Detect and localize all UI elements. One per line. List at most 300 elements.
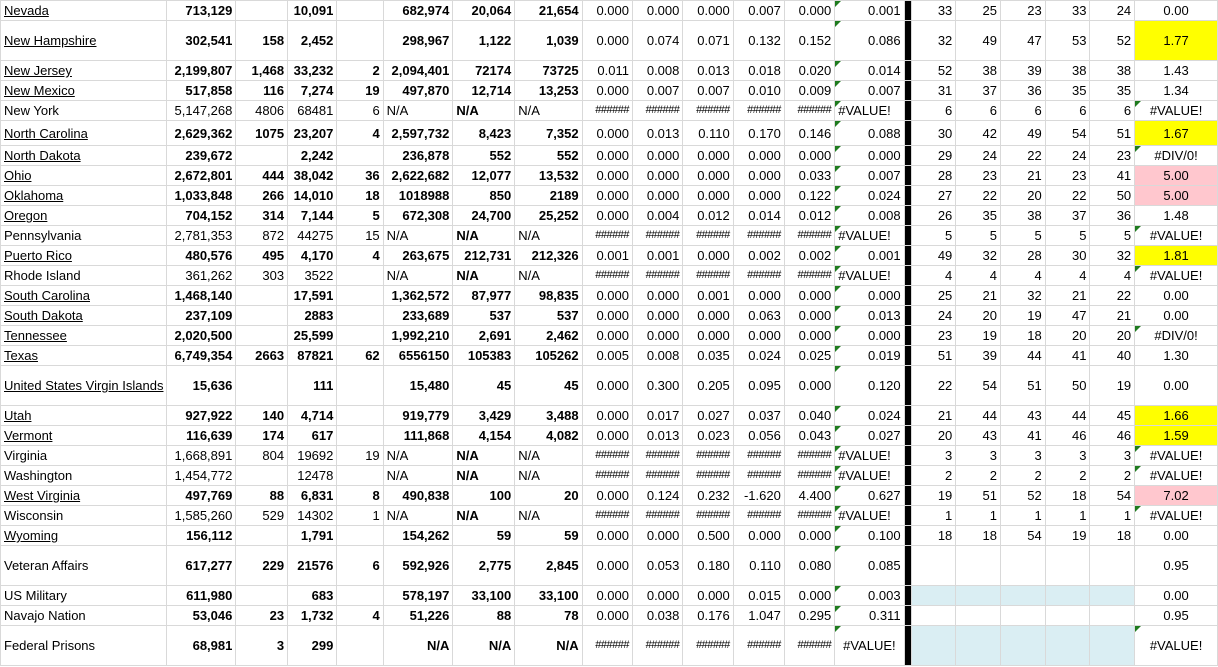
cell-rank-2[interactable]: 49 (956, 21, 1001, 61)
cell-ratio-5[interactable]: ###### (784, 626, 834, 666)
cell-rank-2[interactable]: 19 (956, 326, 1001, 346)
cell-average-ratio[interactable]: 0.003 (835, 586, 904, 606)
cell-ratio-3[interactable]: ###### (683, 466, 733, 486)
cell-ratio-4[interactable]: 0.000 (733, 326, 784, 346)
cell-col-f[interactable]: N/A (453, 466, 515, 486)
cell-rank-2[interactable]: 4 (956, 266, 1001, 286)
cell-score[interactable]: 1.67 (1135, 121, 1218, 146)
cell-rank-1[interactable]: 2 (911, 466, 956, 486)
jurisdiction-link[interactable]: United States Virgin Islands (4, 378, 164, 393)
cell-ratio-5[interactable]: ###### (784, 446, 834, 466)
cell-ratio-3[interactable]: 0.013 (683, 61, 733, 81)
cell-rank-2[interactable] (956, 546, 1001, 586)
cell-total[interactable]: 1,468,140 (167, 286, 236, 306)
cell-rank-5[interactable]: 51 (1090, 121, 1135, 146)
cell-col-g[interactable]: N/A (515, 101, 582, 121)
cell-rank-4[interactable]: 46 (1045, 426, 1090, 446)
cell-score[interactable]: 0.00 (1135, 366, 1218, 406)
cell-ratio-4[interactable]: 0.110 (733, 546, 784, 586)
cell-rank-4[interactable]: 44 (1045, 406, 1090, 426)
cell-col-d[interactable]: 4 (337, 606, 383, 626)
cell-rank-5[interactable]: 3 (1090, 446, 1135, 466)
jurisdiction-link[interactable]: Oklahoma (4, 188, 64, 203)
cell-ratio-2[interactable]: 0.008 (633, 61, 683, 81)
cell-rank-3[interactable] (1001, 626, 1046, 666)
cell-col-f[interactable]: 88 (453, 606, 515, 626)
cell-average-ratio[interactable]: 0.000 (835, 286, 904, 306)
cell-col-b[interactable] (236, 146, 288, 166)
cell-ratio-5[interactable]: 0.295 (784, 606, 834, 626)
cell-ratio-4[interactable]: ###### (733, 626, 784, 666)
cell-rank-5[interactable]: 38 (1090, 61, 1135, 81)
cell-ratio-2[interactable]: ###### (633, 226, 683, 246)
cell-col-e[interactable]: 672,308 (383, 206, 453, 226)
cell-ratio-4[interactable]: ###### (733, 506, 784, 526)
cell-ratio-1[interactable]: 0.000 (582, 81, 632, 101)
cell-col-g[interactable]: 25,252 (515, 206, 582, 226)
cell-col-b[interactable]: 229 (236, 546, 288, 586)
cell-rank-1[interactable]: 30 (911, 121, 956, 146)
cell-rank-1[interactable]: 1 (911, 506, 956, 526)
cell-score[interactable]: #VALUE! (1135, 626, 1218, 666)
cell-col-d[interactable]: 8 (337, 486, 383, 506)
cell-rank-3[interactable]: 51 (1001, 366, 1046, 406)
cell-jurisdiction[interactable] (1, 446, 167, 466)
cell-ratio-5[interactable]: 0.146 (784, 121, 834, 146)
cell-ratio-5[interactable]: 0.000 (784, 286, 834, 306)
cell-col-f[interactable]: 45 (453, 366, 515, 406)
cell-col-g[interactable]: N/A (515, 506, 582, 526)
cell-rank-3[interactable] (1001, 606, 1046, 626)
cell-col-b[interactable] (236, 286, 288, 306)
cell-ratio-4[interactable]: 0.063 (733, 306, 784, 326)
cell-rank-4[interactable]: 41 (1045, 346, 1090, 366)
cell-col-f[interactable]: 100 (453, 486, 515, 506)
cell-ratio-1[interactable]: ###### (582, 466, 632, 486)
cell-rank-5[interactable]: 24 (1090, 1, 1135, 21)
cell-score[interactable]: 1.81 (1135, 246, 1218, 266)
cell-ratio-3[interactable]: 0.027 (683, 406, 733, 426)
cell-col-e[interactable]: N/A (383, 266, 453, 286)
jurisdiction-link[interactable]: Oregon (4, 208, 48, 223)
cell-ratio-1[interactable]: 0.001 (582, 246, 632, 266)
cell-col-g[interactable]: 78 (515, 606, 582, 626)
cell-total[interactable]: 517,858 (167, 81, 236, 101)
cell-total[interactable]: 53,046 (167, 606, 236, 626)
cell-rank-1[interactable]: 23 (911, 326, 956, 346)
cell-jurisdiction[interactable] (1, 186, 167, 206)
cell-rank-3[interactable]: 39 (1001, 61, 1046, 81)
cell-col-d[interactable] (337, 1, 383, 21)
cell-col-b[interactable]: 4806 (236, 101, 288, 121)
cell-col-g[interactable]: 2,462 (515, 326, 582, 346)
cell-ratio-4[interactable]: 0.037 (733, 406, 784, 426)
cell-ratio-5[interactable]: 0.020 (784, 61, 834, 81)
cell-ratio-1[interactable]: 0.000 (582, 286, 632, 306)
cell-ratio-1[interactable]: 0.000 (582, 606, 632, 626)
cell-jurisdiction[interactable] (1, 466, 167, 486)
cell-average-ratio[interactable]: 0.088 (835, 121, 904, 146)
cell-ratio-4[interactable]: -1.620 (733, 486, 784, 506)
cell-ratio-1[interactable]: 0.000 (582, 166, 632, 186)
cell-col-c[interactable]: 2883 (288, 306, 337, 326)
cell-jurisdiction[interactable] (1, 61, 167, 81)
cell-rank-5[interactable]: 45 (1090, 406, 1135, 426)
cell-col-g[interactable]: 1,039 (515, 21, 582, 61)
cell-col-g[interactable]: 33,100 (515, 586, 582, 606)
cell-ratio-5[interactable]: 0.009 (784, 81, 834, 101)
cell-rank-5[interactable]: 35 (1090, 81, 1135, 101)
cell-col-d[interactable]: 15 (337, 226, 383, 246)
cell-col-e[interactable]: 6556150 (383, 346, 453, 366)
cell-ratio-3[interactable]: 0.000 (683, 166, 733, 186)
cell-col-f[interactable]: 850 (453, 186, 515, 206)
cell-rank-2[interactable]: 32 (956, 246, 1001, 266)
cell-rank-2[interactable]: 24 (956, 146, 1001, 166)
cell-rank-2[interactable]: 44 (956, 406, 1001, 426)
cell-ratio-2[interactable]: 0.004 (633, 206, 683, 226)
cell-total[interactable]: 116,639 (167, 426, 236, 446)
cell-score[interactable]: 1.48 (1135, 206, 1218, 226)
cell-score[interactable]: #VALUE! (1135, 446, 1218, 466)
cell-score[interactable]: 5.00 (1135, 186, 1218, 206)
cell-average-ratio[interactable]: #VALUE! (835, 446, 904, 466)
cell-rank-3[interactable]: 3 (1001, 446, 1046, 466)
cell-ratio-2[interactable]: 0.074 (633, 21, 683, 61)
cell-ratio-4[interactable]: 0.000 (733, 146, 784, 166)
cell-col-g[interactable]: 45 (515, 366, 582, 406)
cell-jurisdiction[interactable] (1, 486, 167, 506)
cell-rank-1[interactable]: 26 (911, 206, 956, 226)
cell-col-d[interactable] (337, 626, 383, 666)
cell-rank-4[interactable]: 18 (1045, 486, 1090, 506)
cell-col-c[interactable]: 2,242 (288, 146, 337, 166)
cell-ratio-2[interactable]: ###### (633, 466, 683, 486)
cell-ratio-1[interactable]: ###### (582, 626, 632, 666)
cell-rank-4[interactable] (1045, 606, 1090, 626)
cell-rank-3[interactable]: 52 (1001, 486, 1046, 506)
cell-rank-5[interactable]: 22 (1090, 286, 1135, 306)
jurisdiction-link[interactable]: Puerto Rico (4, 248, 72, 263)
cell-average-ratio[interactable]: 0.000 (835, 326, 904, 346)
cell-col-g[interactable]: 3,488 (515, 406, 582, 426)
cell-average-ratio[interactable]: 0.013 (835, 306, 904, 326)
cell-col-e[interactable]: N/A (383, 506, 453, 526)
cell-col-d[interactable]: 6 (337, 101, 383, 121)
cell-ratio-4[interactable]: ###### (733, 446, 784, 466)
cell-rank-3[interactable]: 44 (1001, 346, 1046, 366)
cell-col-d[interactable]: 19 (337, 81, 383, 101)
cell-jurisdiction[interactable] (1, 366, 167, 406)
cell-rank-4[interactable]: 35 (1045, 81, 1090, 101)
cell-jurisdiction[interactable] (1, 226, 167, 246)
cell-col-g[interactable]: 105262 (515, 346, 582, 366)
cell-ratio-3[interactable]: 0.000 (683, 1, 733, 21)
cell-col-f[interactable]: 2,691 (453, 326, 515, 346)
cell-score[interactable]: #VALUE! (1135, 226, 1218, 246)
cell-rank-3[interactable]: 23 (1001, 1, 1046, 21)
jurisdiction-link[interactable]: Vermont (4, 428, 53, 443)
cell-rank-5[interactable]: 36 (1090, 206, 1135, 226)
cell-score[interactable]: #VALUE! (1135, 466, 1218, 486)
cell-ratio-4[interactable]: 0.170 (733, 121, 784, 146)
cell-ratio-5[interactable]: 0.080 (784, 546, 834, 586)
cell-rank-5[interactable]: 6 (1090, 101, 1135, 121)
cell-ratio-2[interactable]: 0.017 (633, 406, 683, 426)
cell-total[interactable]: 611,980 (167, 586, 236, 606)
cell-col-g[interactable]: 59 (515, 526, 582, 546)
cell-score[interactable]: 1.77 (1135, 21, 1218, 61)
cell-score[interactable]: 1.59 (1135, 426, 1218, 446)
cell-rank-1[interactable]: 6 (911, 101, 956, 121)
cell-rank-3[interactable]: 54 (1001, 526, 1046, 546)
cell-ratio-1[interactable]: 0.005 (582, 346, 632, 366)
cell-col-g[interactable]: N/A (515, 446, 582, 466)
cell-ratio-3[interactable]: 0.000 (683, 186, 733, 206)
cell-col-b[interactable]: 88 (236, 486, 288, 506)
cell-rank-3[interactable]: 28 (1001, 246, 1046, 266)
cell-total[interactable]: 1,033,848 (167, 186, 236, 206)
cell-col-c[interactable]: 4,714 (288, 406, 337, 426)
cell-ratio-2[interactable]: 0.038 (633, 606, 683, 626)
cell-col-b[interactable]: 266 (236, 186, 288, 206)
cell-col-e[interactable]: N/A (383, 466, 453, 486)
cell-rank-5[interactable] (1090, 586, 1135, 606)
cell-col-b[interactable]: 495 (236, 246, 288, 266)
cell-col-f[interactable]: 8,423 (453, 121, 515, 146)
cell-ratio-3[interactable]: 0.000 (683, 146, 733, 166)
cell-rank-1[interactable] (911, 546, 956, 586)
cell-col-d[interactable]: 4 (337, 246, 383, 266)
cell-ratio-3[interactable]: ###### (683, 266, 733, 286)
cell-rank-3[interactable]: 36 (1001, 81, 1046, 101)
cell-col-g[interactable]: N/A (515, 226, 582, 246)
cell-col-g[interactable]: 2,845 (515, 546, 582, 586)
cell-ratio-5[interactable]: 0.002 (784, 246, 834, 266)
cell-col-g[interactable]: N/A (515, 626, 582, 666)
cell-ratio-3[interactable]: 0.000 (683, 246, 733, 266)
cell-average-ratio[interactable]: #VALUE! (835, 101, 904, 121)
jurisdiction-link[interactable]: New Jersey (4, 63, 72, 78)
cell-rank-2[interactable] (956, 586, 1001, 606)
jurisdiction-link[interactable]: North Carolina (4, 125, 88, 141)
cell-ratio-5[interactable]: ###### (784, 506, 834, 526)
cell-col-e[interactable]: 2,094,401 (383, 61, 453, 81)
cell-ratio-4[interactable]: ###### (733, 466, 784, 486)
cell-score[interactable]: #VALUE! (1135, 101, 1218, 121)
cell-rank-4[interactable]: 1 (1045, 506, 1090, 526)
cell-col-c[interactable]: 683 (288, 586, 337, 606)
cell-rank-2[interactable]: 39 (956, 346, 1001, 366)
cell-col-f[interactable]: N/A (453, 266, 515, 286)
cell-col-d[interactable] (337, 586, 383, 606)
cell-total[interactable]: 617,277 (167, 546, 236, 586)
cell-jurisdiction[interactable] (1, 266, 167, 286)
cell-rank-1[interactable]: 3 (911, 446, 956, 466)
cell-col-d[interactable] (337, 306, 383, 326)
cell-col-b[interactable]: 1,468 (236, 61, 288, 81)
cell-ratio-4[interactable]: 0.000 (733, 526, 784, 546)
cell-rank-4[interactable] (1045, 586, 1090, 606)
cell-col-c[interactable]: 6,831 (288, 486, 337, 506)
cell-col-e[interactable]: 578,197 (383, 586, 453, 606)
cell-rank-1[interactable]: 31 (911, 81, 956, 101)
cell-col-b[interactable]: 23 (236, 606, 288, 626)
cell-ratio-5[interactable]: 0.033 (784, 166, 834, 186)
cell-col-f[interactable]: 552 (453, 146, 515, 166)
cell-col-c[interactable]: 14302 (288, 506, 337, 526)
cell-col-e[interactable]: 51,226 (383, 606, 453, 626)
cell-rank-2[interactable]: 42 (956, 121, 1001, 146)
cell-ratio-3[interactable]: 0.071 (683, 21, 733, 61)
cell-col-d[interactable]: 62 (337, 346, 383, 366)
cell-rank-2[interactable]: 51 (956, 486, 1001, 506)
cell-rank-4[interactable]: 20 (1045, 326, 1090, 346)
cell-rank-2[interactable]: 37 (956, 81, 1001, 101)
cell-average-ratio[interactable]: 0.024 (835, 406, 904, 426)
cell-average-ratio[interactable]: #VALUE! (835, 626, 904, 666)
cell-score[interactable]: 0.95 (1135, 606, 1218, 626)
cell-total[interactable]: 5,147,268 (167, 101, 236, 121)
cell-rank-2[interactable]: 21 (956, 286, 1001, 306)
cell-ratio-1[interactable]: 0.000 (582, 1, 632, 21)
cell-ratio-3[interactable]: 0.500 (683, 526, 733, 546)
cell-ratio-4[interactable]: 0.000 (733, 286, 784, 306)
cell-jurisdiction[interactable] (1, 101, 167, 121)
cell-ratio-1[interactable]: 0.000 (582, 21, 632, 61)
cell-average-ratio[interactable]: 0.019 (835, 346, 904, 366)
cell-ratio-4[interactable]: 0.002 (733, 246, 784, 266)
cell-col-e[interactable]: 497,870 (383, 81, 453, 101)
jurisdiction-link[interactable]: New Hampshire (4, 33, 97, 48)
cell-col-b[interactable] (236, 586, 288, 606)
cell-col-c[interactable]: 10,091 (288, 1, 337, 21)
cell-average-ratio[interactable]: 0.007 (835, 166, 904, 186)
cell-ratio-1[interactable]: 0.000 (582, 546, 632, 586)
cell-col-e[interactable]: 592,926 (383, 546, 453, 586)
cell-col-d[interactable]: 4 (337, 121, 383, 146)
cell-ratio-1[interactable]: 0.000 (582, 526, 632, 546)
cell-total[interactable]: 1,454,772 (167, 466, 236, 486)
cell-rank-4[interactable]: 22 (1045, 186, 1090, 206)
cell-col-f[interactable]: 2,775 (453, 546, 515, 586)
cell-col-b[interactable]: 872 (236, 226, 288, 246)
cell-ratio-2[interactable]: 0.000 (633, 526, 683, 546)
cell-col-d[interactable]: 36 (337, 166, 383, 186)
cell-rank-5[interactable] (1090, 546, 1135, 586)
cell-total[interactable]: 2,199,807 (167, 61, 236, 81)
cell-rank-5[interactable]: 18 (1090, 526, 1135, 546)
cell-ratio-2[interactable]: 0.001 (633, 246, 683, 266)
cell-ratio-1[interactable]: 0.000 (582, 366, 632, 406)
cell-ratio-3[interactable]: ###### (683, 446, 733, 466)
cell-rank-2[interactable]: 2 (956, 466, 1001, 486)
cell-rank-3[interactable]: 38 (1001, 206, 1046, 226)
cell-col-f[interactable]: 24,700 (453, 206, 515, 226)
cell-ratio-1[interactable]: 0.000 (582, 206, 632, 226)
cell-col-c[interactable]: 68481 (288, 101, 337, 121)
cell-rank-2[interactable]: 43 (956, 426, 1001, 446)
cell-ratio-2[interactable]: 0.000 (633, 1, 683, 21)
cell-col-b[interactable]: 314 (236, 206, 288, 226)
cell-rank-4[interactable]: 6 (1045, 101, 1090, 121)
cell-col-b[interactable] (236, 306, 288, 326)
cell-col-f[interactable]: 537 (453, 306, 515, 326)
cell-ratio-4[interactable]: ###### (733, 101, 784, 121)
cell-rank-3[interactable]: 47 (1001, 21, 1046, 61)
cell-col-d[interactable]: 1 (337, 506, 383, 526)
cell-ratio-4[interactable]: 0.000 (733, 166, 784, 186)
cell-col-d[interactable]: 2 (337, 61, 383, 81)
cell-score[interactable]: 1.66 (1135, 406, 1218, 426)
cell-ratio-5[interactable]: ###### (784, 226, 834, 246)
cell-ratio-3[interactable]: 0.176 (683, 606, 733, 626)
cell-col-g[interactable]: 98,835 (515, 286, 582, 306)
cell-col-g[interactable]: 552 (515, 146, 582, 166)
cell-average-ratio[interactable]: 0.024 (835, 186, 904, 206)
cell-score[interactable]: 0.95 (1135, 546, 1218, 586)
cell-col-g[interactable]: 20 (515, 486, 582, 506)
cell-jurisdiction[interactable] (1, 81, 167, 101)
cell-rank-1[interactable]: 18 (911, 526, 956, 546)
cell-rank-4[interactable] (1045, 546, 1090, 586)
cell-col-e[interactable]: 236,878 (383, 146, 453, 166)
cell-col-g[interactable]: N/A (515, 466, 582, 486)
cell-col-e[interactable]: N/A (383, 101, 453, 121)
cell-rank-3[interactable] (1001, 586, 1046, 606)
cell-ratio-3[interactable]: ###### (683, 506, 733, 526)
cell-col-c[interactable]: 21576 (288, 546, 337, 586)
cell-col-b[interactable]: 174 (236, 426, 288, 446)
cell-rank-1[interactable]: 52 (911, 61, 956, 81)
cell-col-c[interactable]: 111 (288, 366, 337, 406)
cell-ratio-5[interactable]: ###### (784, 466, 834, 486)
cell-ratio-1[interactable]: 0.000 (582, 326, 632, 346)
cell-score[interactable]: 0.00 (1135, 306, 1218, 326)
cell-average-ratio[interactable]: 0.007 (835, 81, 904, 101)
cell-col-c[interactable]: 7,274 (288, 81, 337, 101)
cell-total[interactable]: 302,541 (167, 21, 236, 61)
cell-ratio-3[interactable]: 0.023 (683, 426, 733, 446)
cell-ratio-2[interactable]: 0.300 (633, 366, 683, 406)
cell-col-f[interactable]: 12,714 (453, 81, 515, 101)
cell-ratio-3[interactable]: 0.012 (683, 206, 733, 226)
cell-rank-1[interactable]: 33 (911, 1, 956, 21)
cell-col-g[interactable]: N/A (515, 266, 582, 286)
cell-rank-3[interactable]: 22 (1001, 146, 1046, 166)
cell-score[interactable]: 1.30 (1135, 346, 1218, 366)
cell-col-g[interactable]: 212,326 (515, 246, 582, 266)
cell-ratio-3[interactable]: 0.035 (683, 346, 733, 366)
cell-rank-2[interactable]: 3 (956, 446, 1001, 466)
cell-col-d[interactable]: 18 (337, 186, 383, 206)
cell-col-d[interactable] (337, 146, 383, 166)
cell-ratio-5[interactable]: 0.122 (784, 186, 834, 206)
cell-col-d[interactable] (337, 526, 383, 546)
cell-col-e[interactable]: 490,838 (383, 486, 453, 506)
cell-rank-4[interactable]: 24 (1045, 146, 1090, 166)
cell-rank-4[interactable]: 19 (1045, 526, 1090, 546)
cell-rank-3[interactable]: 2 (1001, 466, 1046, 486)
cell-col-d[interactable] (337, 366, 383, 406)
cell-ratio-5[interactable]: 0.025 (784, 346, 834, 366)
cell-rank-2[interactable]: 1 (956, 506, 1001, 526)
cell-ratio-4[interactable]: 0.132 (733, 21, 784, 61)
jurisdiction-link[interactable]: Nevada (4, 3, 49, 18)
cell-rank-3[interactable]: 6 (1001, 101, 1046, 121)
cell-rank-1[interactable]: 49 (911, 246, 956, 266)
cell-col-e[interactable]: 111,868 (383, 426, 453, 446)
